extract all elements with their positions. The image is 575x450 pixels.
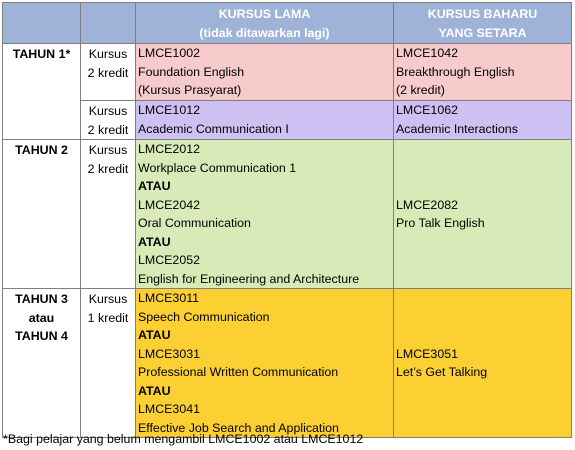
course-name: Academic Interactions <box>396 121 518 136</box>
header-blank-cell <box>81 3 136 44</box>
new-course-cell <box>394 101 572 140</box>
or-label: ATAU <box>138 179 171 193</box>
year-cell <box>3 44 81 140</box>
credit-value: 2 kredit <box>87 122 129 137</box>
new-course-cell <box>394 289 572 438</box>
credit-label: Kursus <box>88 104 128 118</box>
credit-label: Kursus <box>88 292 128 306</box>
course-name: Let’s Get Talking <box>396 365 488 379</box>
or-label: ATAU <box>138 383 171 398</box>
or-label: ATAU <box>138 328 171 342</box>
old-course-cell <box>136 101 394 140</box>
course-name: Breakthrough English <box>396 64 515 79</box>
credit-value: 2 kredit <box>87 161 129 176</box>
year-connector: atau <box>28 310 55 325</box>
course-name: Professional Written Communication <box>138 365 339 379</box>
header-old-title: KURSUS LAMA <box>218 7 311 21</box>
header-old-courses <box>136 3 394 44</box>
course-code: LMCE2042 <box>138 197 200 212</box>
credit-cell <box>81 140 136 289</box>
header-new-title: KURSUS BAHARU <box>427 7 538 21</box>
course-code: LMCE1012 <box>138 103 200 117</box>
course-code: LMCE1062 <box>396 103 458 117</box>
course-name: English for Engineering and Architecture <box>138 271 360 286</box>
course-code: LMCE3031 <box>138 346 200 361</box>
credit-label: Kursus <box>88 47 128 61</box>
header-old-subtitle: (tidak ditawarkan lagi) <box>199 25 330 40</box>
credit-cell <box>81 289 136 438</box>
course-name: Academic Communication I <box>138 121 289 136</box>
course-note: (2 kredit) <box>396 83 445 97</box>
year-label: TAHUN 4 <box>15 329 68 343</box>
table-row <box>3 140 572 289</box>
year-cell <box>3 289 81 438</box>
course-note: (Kursus Prasyarat) <box>138 83 242 97</box>
course-code: LMCE3051 <box>396 346 458 361</box>
course-code: LMCE1002 <box>138 46 200 60</box>
year-label: TAHUN 3 <box>15 292 68 306</box>
course-code: LMCE2082 <box>396 197 458 212</box>
course-name: Workplace Communication 1 <box>138 160 297 175</box>
course-name: Foundation English <box>138 64 245 79</box>
table-header-row <box>3 3 572 44</box>
old-course-cell <box>136 44 394 101</box>
table-row <box>3 44 572 101</box>
new-course-cell <box>394 140 572 289</box>
year-label: TAHUN 2 <box>15 143 68 157</box>
table-row <box>3 101 572 140</box>
or-label: ATAU <box>138 234 171 249</box>
credit-value: 2 kredit <box>87 65 129 80</box>
old-course-cell <box>136 289 394 438</box>
old-course-cell <box>136 140 394 289</box>
credit-label: Kursus <box>88 143 128 157</box>
course-name: Oral Communication <box>138 216 251 230</box>
header-new-courses <box>394 3 572 44</box>
course-equivalence-table <box>2 2 572 438</box>
header-blank-cell <box>3 3 81 44</box>
year-label: TAHUN 1* <box>12 47 71 61</box>
course-code: LMCE2052 <box>138 253 200 267</box>
credit-value: 1 kredit <box>87 310 129 325</box>
credit-cell <box>81 101 136 140</box>
course-code: LMCE2012 <box>138 142 200 156</box>
credit-cell <box>81 44 136 101</box>
year-cell <box>3 140 81 289</box>
table-row <box>3 289 572 438</box>
header-new-subtitle: YANG SETARA <box>438 25 527 40</box>
course-name: Pro Talk English <box>396 216 485 230</box>
course-code: LMCE3041 <box>138 402 200 416</box>
new-course-cell <box>394 44 572 101</box>
course-name: Speech Communication <box>138 309 270 324</box>
course-code: LMCE1042 <box>396 46 458 60</box>
course-name: Effective Job Search and Application <box>138 420 339 435</box>
footnote: *Bagi pelajar yang belum mengambil LMCE1002 atau LMCE1012 <box>3 432 364 446</box>
course-code: LMCE3011 <box>138 291 200 305</box>
